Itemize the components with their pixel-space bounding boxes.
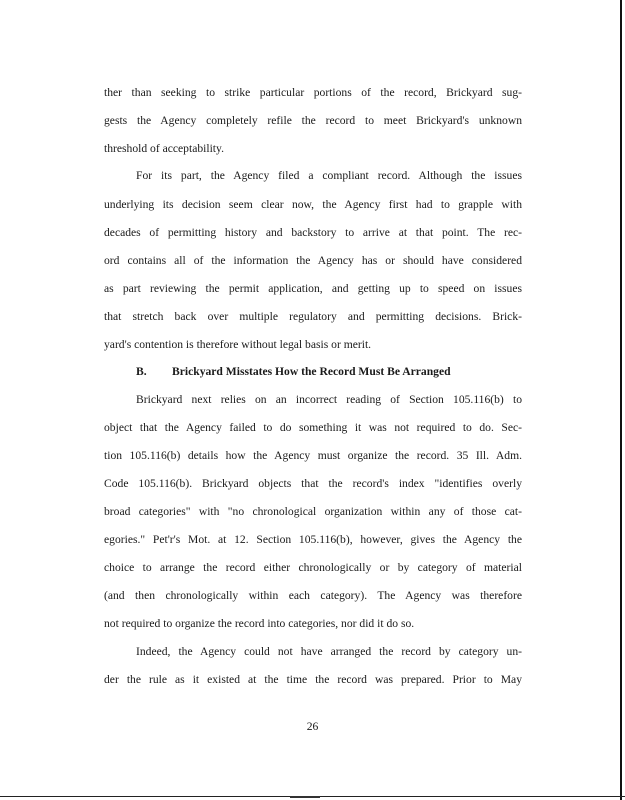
text-line: decades of permitting history and backstory to arrive at that point. The rec- <box>104 226 522 239</box>
text-line: gests the Agency completely refile the record to meet Brickyard's unknown <box>104 114 522 127</box>
text-line: yard's contention is therefore without legal basis or merit. <box>104 338 372 351</box>
text-line: Brickyard next relies on an incorrect reading of Section 105.116(b) to <box>136 393 522 406</box>
text-line: broad categories" with "no chronological organization within any of those cat- <box>104 505 522 518</box>
text-line: egories." Pet'r's Mot. at 12. Section 105.116(b), however, gives the Agency the <box>104 533 522 546</box>
text-line: Code 105.116(b). Brickyard objects that the record's index "identifies overly <box>104 477 522 490</box>
text-line: ord contains all of the information the Agency has or should have considered <box>104 254 522 267</box>
text-line: object that the Agency failed to do something it was not required to do. Sec- <box>104 421 522 434</box>
text-line: not required to organize the record into categories, nor did it do so. <box>104 617 415 630</box>
text-line: der the rule as it existed at the time the record was prepared. Prior to May <box>104 673 522 686</box>
text-line: underlying its decision seem clear now, the Agency first had to grapple with <box>104 198 522 211</box>
page-edge-right <box>620 0 622 800</box>
text-line: as part reviewing the permit application, and getting up to speed on issues <box>104 282 522 295</box>
text-line: choice to arrange the record either chronologically or by category of material <box>104 561 522 574</box>
text-line: For its part, the Agency filed a compliant record. Although the issues <box>136 169 522 182</box>
page-number: 26 <box>306 720 319 733</box>
text-line: threshold of acceptability. <box>104 142 224 155</box>
text-line: that stretch back over multiple regulatory and permitting decisions. Brick- <box>104 310 522 323</box>
section-title: Brickyard Misstates How the Record Must Be Arranged <box>172 365 451 378</box>
text-line: ther than seeking to strike particular portions of the record, Brickyard sug- <box>104 86 522 99</box>
text-line: (and then chronologically within each category). The Agency was therefore <box>104 589 522 602</box>
section-heading <box>136 365 451 379</box>
page-edge-bottom-mark <box>290 796 320 798</box>
text-line: Indeed, the Agency could not have arranged the record by category un- <box>136 645 522 658</box>
text-line: tion 105.116(b) details how the Agency must organize the record. 35 Ill. Adm. <box>104 449 522 462</box>
section-letter: B. <box>136 365 147 378</box>
